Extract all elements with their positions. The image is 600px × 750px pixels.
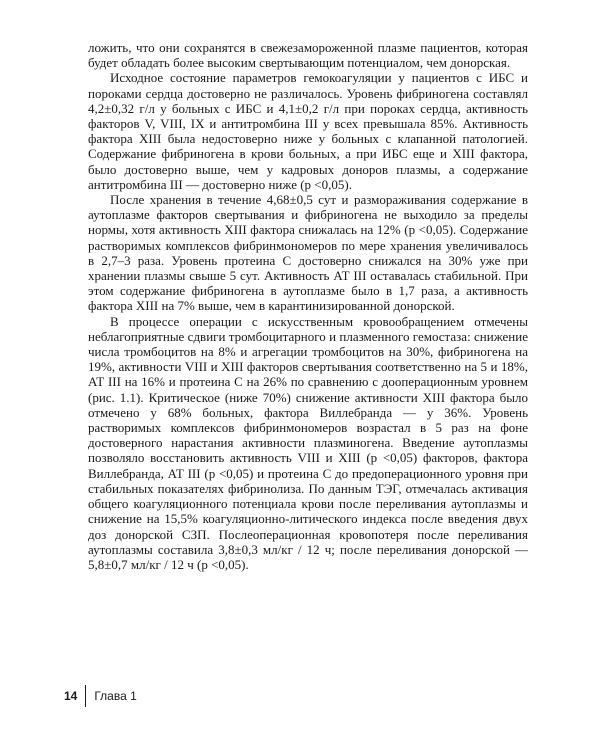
footer-divider bbox=[85, 685, 86, 707]
paragraph-continuation: ложить, что они сохранятся в свежезамороженной плазме пациентов, которая будет обладать более высоким свертывающим потенциалом, чем донорская. bbox=[88, 40, 528, 71]
paragraph-operation: В процессе операции с искусственным кровообращением отмечены неблагоприятные сдвиги тромбоцитарного и плазменного гемостаза: снижение числа тромбоцитов на 8% и агрегации тромбоцитов на 30%, фибриногена на 19%, активности VIII и XIII факторов свертывания соответственно на 5 и 18%, АТ III на 16% и протеина С на 26% по сравнению с дооперационным уровнем (рис. 1.1). Критическое (ниже 70%) снижение активности XIII фактора было отмечено у 68% больных, фактора Виллебранда — у 36%. Уровень растворимых комплексов фибринмономеров возрастал в 5 раз на фоне достоверного нарастания активности плазминогена. Введение аутоплазмы позволяло восстановить активность VIII и XIII (p <0,05) факторов, фактора Виллебранда, АТ III (p <0,05) и протеина С до предоперационного уровня при стабильных показателях фибринолиза. По данным ТЭГ, отмечалась активация общего коагуляционного потенциала крови после переливания аутоплазмы и снижение на 15,5% коагуляционно-литического индекса после введения двух доз донорской СЗП. Послеоперационная кровопотеря после переливания аутоплазмы составила 3,8±0,3 мл/кг / 12 ч; после переливания донорской — 5,8±0,7 мл/кг / 12 ч (p <0,05). bbox=[88, 313, 528, 572]
paragraph-baseline: Исходное состояние параметров гемокоагуляции у пациентов с ИБС и пороками сердца достоверно не различалось. Уровень фибриногена составлял 4,2±0,32 г/л у больных с ИБС и 4,1±0,2 г/л при пороках сердца, активность факторов V, VIII, IX и антитромбина III у всех превышала 85%. Активность фактора XIII была недостоверно ниже у больных с клапанной патологией. Содержание фибриногена в крови больных, а при ИБС еще и XIII фактора, было достоверно выше, чем у кадровых доноров плазмы, а содержание антитромбина III — достоверно ниже (p <0,05). bbox=[88, 70, 528, 192]
page-body bbox=[88, 40, 528, 572]
page-footer bbox=[64, 685, 137, 707]
paragraph-storage: После хранения в течение 4,68±0,5 сут и размораживания содержание в аутоплазме факторов свертывания и фибриногена не выходило за пределы нормы, хотя активность XIII фактора снижалась на 12% (p <0,05). Содержание растворимых комплексов фибринмономеров по мере хранения увеличивалось в 2,7–3 раза. Уровень протеина С достоверно снижался на 30% уже при хранении плазмы свыше 5 сут. Активность АТ III оставалась стабильной. При этом содержание фибриногена в аутоплазме было в 1,7 раза, а активность фактора XIII на 7% выше, чем в карантинизированной донорской. bbox=[88, 192, 528, 314]
page-number: 14 bbox=[64, 689, 78, 703]
chapter-label: Глава 1 bbox=[94, 689, 137, 703]
